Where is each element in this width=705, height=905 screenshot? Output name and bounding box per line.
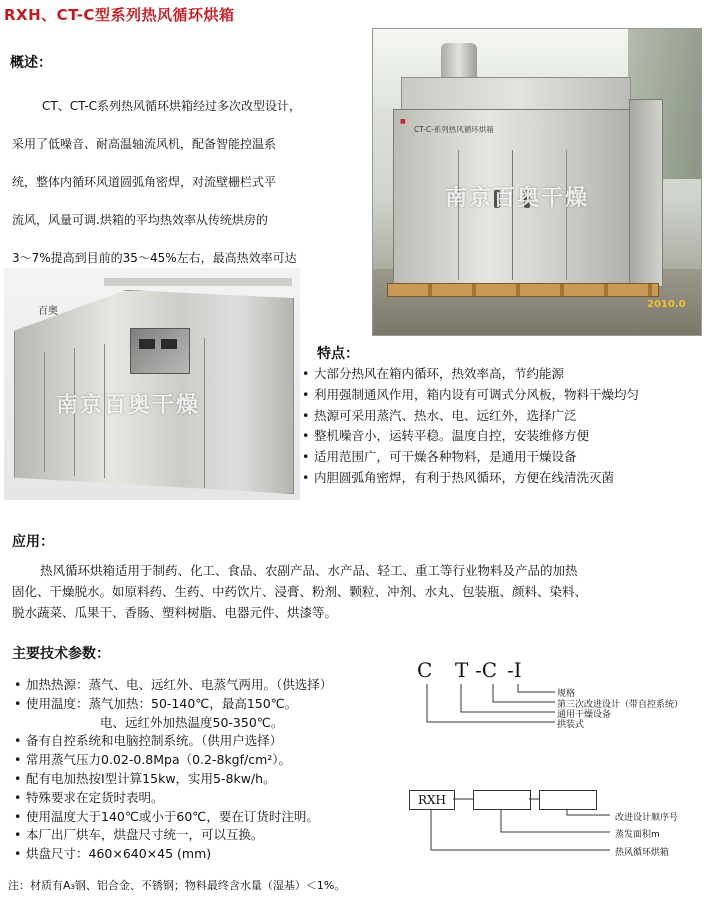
application-text: [12, 560, 702, 623]
application-heading: 应用：: [12, 534, 54, 550]
rxh-connector-lines: [405, 788, 615, 858]
feature-item: • 利用强制通风作用，箱内设有可调式分风板，物料干燥均匀: [300, 385, 702, 406]
overview-line: 采用了低噪音、耐高温轴流风机，配备智能控温系: [12, 137, 277, 151]
feature-item: • 热源可采用蒸汽、热水、电、远红外，选择广泛: [300, 406, 702, 427]
application-line: 固化、干燥脱水。如原料药、生药、中药饮片、浸膏、粉剂、颗粒、冲剂、水丸、包装瓶、颜料、染料、: [12, 584, 588, 599]
spec-item: • 常用蒸气压力0.02-0.8Mpa（0.2-8kgf/cm²）。: [12, 751, 404, 770]
spec-subitem: 电、远红外加热温度50-350℃。: [100, 714, 284, 730]
specs-list: [12, 676, 404, 864]
watermark: 南京百奥干燥: [56, 393, 201, 418]
spec-item: • 配有电加热按I型计算15kw，实用5-8kw/h。: [12, 770, 404, 789]
footnote: 注：材质有A₃钢、铝合金、不锈钢；物料最终含水量（湿基）＜1%。: [8, 879, 346, 892]
page-title: RXH、CT-C型系列热风循环烘箱: [4, 6, 235, 24]
code-letter: T: [455, 658, 469, 682]
rxh-label: 蒸发面积m: [615, 830, 660, 840]
feature-item: • 适用范围广，可干燥各种物料，是通用干燥设备: [300, 447, 702, 468]
feature-item: • 整机噪音小，运转平稳。温度自控，安装维修方便: [300, 426, 702, 447]
code-label: 拱装式: [557, 720, 585, 730]
brand-mark-red: ■: [400, 118, 406, 125]
application-line: 脱水蔬菜、瓜果干、香肠、塑料树脂、电器元件、烘漆等。: [12, 605, 338, 620]
overview-line: 3～7%提高到目前的35～45%左右，最高热效率可达: [12, 251, 297, 265]
code-connector-lines: [415, 658, 565, 738]
feature-item: • 内胆圆弧角密焊，有利于热风循环，方便在线清洗灭菌: [300, 468, 702, 489]
feature-item: • 大部分热风在箱内循环，热效率高，节约能源: [300, 364, 702, 385]
panel-label: CT-C-系列热风循环烘箱: [414, 125, 494, 134]
cabinet-brand: 百奥: [38, 306, 58, 317]
application-line: 热风循环烘箱适用于制药、化工、食品、农副产品、水产品、轻工、重工等行业物料及产品的加热: [40, 563, 578, 578]
oven-photo-outdoor: [372, 28, 702, 336]
rxh-code-diagram: [405, 788, 700, 858]
spec-item: • 烘盘尺寸：460×640×45 (mm): [12, 845, 404, 864]
spec-item: • 加热热源：蒸气、电、远红外、电蒸气两用。（供选择）: [12, 676, 404, 695]
overview-line: 统，整体内循环风道圆弧角密焊，对流壁栅栏式平: [12, 175, 277, 189]
spec-item: • 使用温度大于140℃或小于60℃，要在订货时注明。: [12, 808, 404, 827]
code-letter: -C: [475, 658, 498, 682]
spec-item: • 备有自控系统和电脑控制系统。（供用户选择）: [12, 732, 404, 751]
code-letter: -I: [507, 658, 522, 682]
rxh-box: RXH: [409, 790, 455, 810]
spec-item: • 使用温度：蒸气加热：50-140℃，最高150℃。: [12, 695, 404, 714]
overview-line: CT、CT-C系列热风循环烘箱经过多次改型设计，: [42, 99, 302, 113]
specs-heading: 主要技术参数：: [12, 646, 110, 662]
control-panel: [130, 328, 190, 374]
code-letter: C: [417, 658, 434, 682]
rxh-label: 热风循环烘箱: [615, 848, 670, 858]
code-label: 规格: [557, 689, 576, 699]
rxh-label: 改进设计顺序号: [615, 813, 679, 823]
features-heading: 特点：: [317, 346, 359, 362]
code-label: 通用干燥设备: [557, 710, 612, 720]
watermark: 南京百奥干燥: [445, 186, 590, 211]
overview-line: 流风，风量可调.烘箱的平均热效率从传统烘房的: [12, 213, 268, 227]
code-label: 第三次改进设计（带自控系统）: [557, 700, 684, 710]
overview-heading: 概述：: [10, 55, 52, 71]
oven-photo-indoor: [4, 268, 300, 500]
model-code-diagram: [415, 658, 700, 738]
features-list: [300, 364, 702, 489]
date-stamp: 2010.0: [647, 299, 686, 310]
spec-item: • 特殊要求在定货时表明。: [12, 789, 404, 808]
spec-item: • 本厂出厂烘车，烘盘尺寸统一，可以互换。: [12, 826, 404, 845]
wood-pallet: [387, 283, 659, 297]
